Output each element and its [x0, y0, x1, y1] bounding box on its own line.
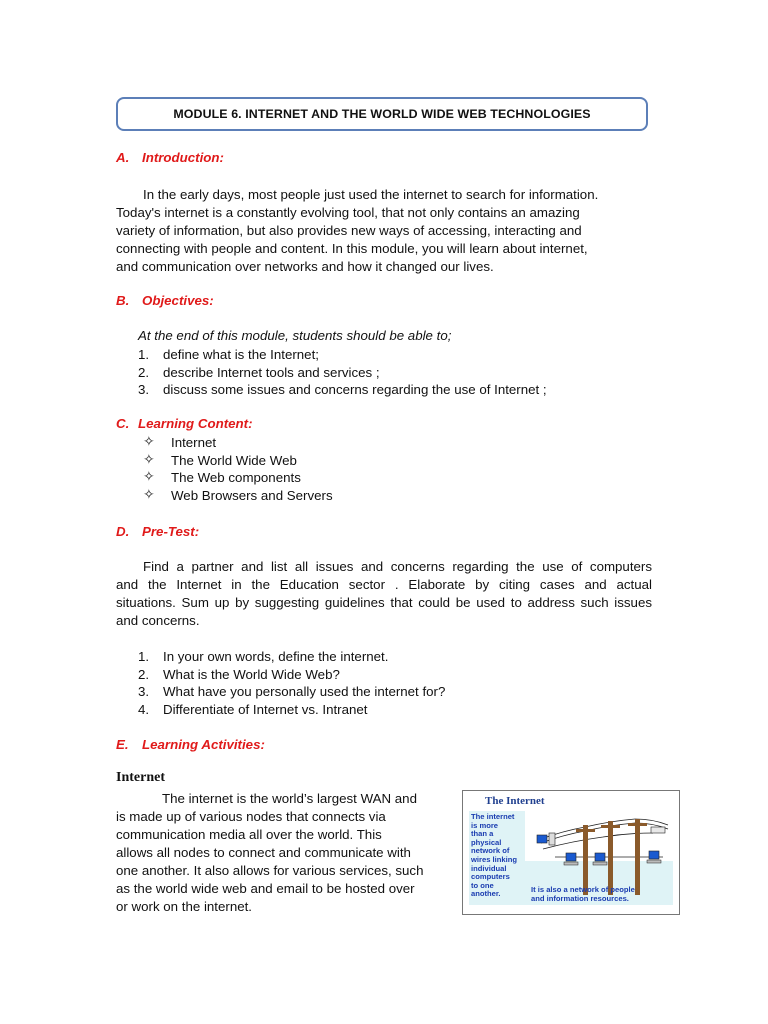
text-line: In the early days, most people just used the internet to search for information. [143, 187, 599, 202]
list-number: 2. [138, 364, 150, 380]
list-number: 4. [138, 701, 150, 717]
section-c-heading [116, 416, 253, 431]
list-number: 1. [138, 347, 150, 362]
text-line: communication media all over the world. This [116, 827, 382, 842]
list-text: describe Internet tools and services ; [163, 364, 380, 380]
list-item [143, 469, 543, 487]
caption-line: to one [471, 880, 494, 890]
section-d-heading [116, 524, 199, 539]
section-letter: B. [116, 293, 130, 308]
list-item [138, 648, 638, 666]
internet-figure [462, 790, 680, 915]
caption-line: computers [471, 872, 510, 882]
list-text: Differentiate of Internet vs. Intranet [163, 701, 368, 717]
section-letter: C. [116, 416, 130, 431]
list-number: 3. [138, 382, 150, 397]
caption-line: The internet [471, 812, 515, 821]
objectives-intro: At the end of this module, students should be able to; [138, 328, 452, 343]
section-title: Learning Activities: [142, 737, 265, 752]
list-item [138, 381, 638, 399]
list-item [138, 683, 638, 701]
section-e-heading [116, 737, 265, 752]
list-text: The Web components [171, 470, 301, 486]
list-item [138, 701, 638, 719]
caption-line: and information resources. [531, 894, 629, 903]
list-number: 2. [138, 666, 150, 682]
list-item [138, 666, 638, 684]
text-line: or work on the internet. [116, 899, 252, 914]
text-line: variety of information, but also provides new ways of accessing, interacting and [116, 223, 582, 238]
text-line: and the Internet in the Education sector . Elaborate by citing cases and actual [116, 577, 652, 592]
text-line: Today's internet is a constantly evolving tool, that not only contains an amazing [116, 205, 580, 220]
section-b-heading [116, 293, 214, 308]
caption-line: network of [471, 846, 510, 856]
text-line: is made up of various nodes that connects via [116, 809, 386, 824]
learning-content-list [143, 434, 543, 504]
text-line: one another. It also allows for various services, such [116, 863, 424, 878]
list-item [143, 487, 543, 505]
list-text: What is the World Wide Web? [163, 666, 340, 682]
list-text: discuss some issues and concerns regarding the use of Internet ; [163, 382, 547, 397]
section-letter: E. [116, 737, 129, 752]
text-line: and communication over networks and how it changed our lives. [116, 259, 494, 274]
caption-line: is more [471, 820, 499, 830]
figure-right-caption [531, 885, 635, 903]
section-letter: A. [116, 150, 130, 165]
four-point-star-outline-icon: ✧ [143, 485, 155, 502]
objectives-list [138, 346, 638, 399]
text-line: situations. Sum up by suggesting guidelines that could be used to address such issues [116, 595, 652, 610]
pretest-paragraph [116, 558, 652, 630]
figure-left-caption [471, 813, 517, 899]
list-item [138, 364, 638, 382]
caption-line: wires linking [471, 854, 517, 864]
section-a-heading [116, 150, 224, 165]
list-text: Web Browsers and Servers [171, 487, 333, 503]
list-text: What have you personally used the internet for? [163, 684, 446, 699]
caption-line: another. [471, 889, 501, 899]
caption-line: physical [471, 837, 502, 847]
caption-line: It is also a network of people [531, 885, 635, 894]
section-title: Learning Content: [138, 416, 253, 431]
four-point-star-outline-icon: ✧ [143, 468, 155, 485]
section-title: Objectives: [142, 293, 214, 308]
list-number: 1. [138, 649, 150, 664]
text-line: Find a partner and list all issues and concerns regarding the use of computers [143, 559, 652, 574]
four-point-star-outline-icon: ✧ [143, 450, 155, 467]
caption-line: individual [471, 863, 507, 873]
text-line: and concerns. [116, 613, 200, 628]
introduction-paragraph [116, 186, 636, 276]
four-point-star-outline-icon: ✧ [143, 433, 155, 449]
caption-line: than a [471, 829, 494, 839]
module-title-box [116, 97, 648, 131]
section-title: Pre-Test: [142, 524, 200, 539]
list-text: Internet [171, 435, 217, 450]
list-item [143, 452, 543, 470]
list-number: 3. [138, 684, 150, 699]
list-text: The World Wide Web [171, 452, 297, 468]
text-line: connecting with people and content. In this module, you will learn about internet, [116, 241, 588, 256]
internet-heading: Internet [116, 770, 165, 785]
internet-paragraph [116, 790, 456, 916]
module-title: MODULE 6. INTERNET AND THE WORLD WIDE WEB TECHNOLOGIES [173, 107, 591, 121]
pretest-questions-list [138, 648, 638, 718]
list-item [138, 346, 638, 364]
figure-title: The Internet [485, 795, 545, 807]
text-line: The internet is the world’s largest WAN and [162, 791, 417, 806]
section-title: Introduction: [142, 150, 224, 165]
list-item [143, 434, 543, 452]
list-text: define what is the Internet; [163, 347, 319, 362]
list-text: In your own words, define the internet. [163, 649, 389, 664]
text-line: allows all nodes to connect and communicate with [116, 845, 411, 860]
text-line: as the world wide web and email to be hosted over [116, 881, 415, 896]
section-letter: D. [116, 524, 130, 539]
